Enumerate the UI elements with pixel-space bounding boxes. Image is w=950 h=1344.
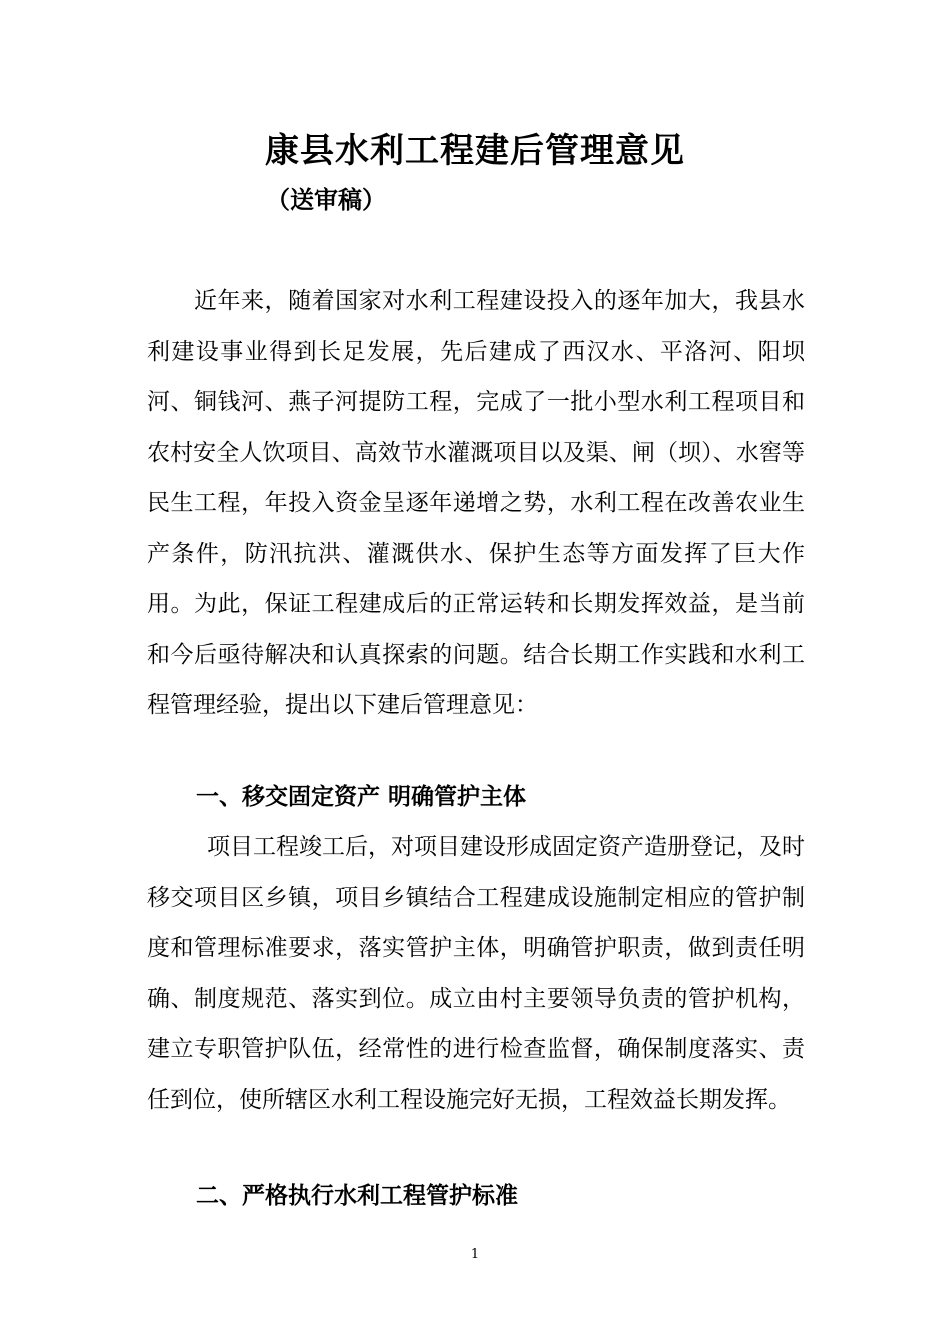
document-subtitle: （送审稿） [266,186,386,214]
intro-paragraph: 近年来，随着国家对水利工程建设投入的逐年加大，我县水利建设事业得到长足发展，先后建成了西汉水、平洛河、阳坝河、铜钱河、燕子河提防工程，完成了一批小型水利工程项目和农村安全人饮项目、高效节水灌溉项目以及渠、闸（坝）、水窖等民生工程，年投入资金呈逐年递增之势，水利工程在改善农业生产条件，防汛抗洪、灌溉供水、保护生态等方面发挥了巨大作用。为此，保证工程建成后的正常运转和长期发挥效益，是当前和今后亟待解决和认真探索的问题。结合长期工作实践和水利工程管理经验，提出以下建后管理意见： [147,288,805,718]
document-title: 康县水利工程建后管理意见 [265,131,685,171]
section-1-paragraph: 项目工程竣工后，对项目建设形成固定资产造册登记，及时移交项目区乡镇，项目乡镇结合工程建成设施制定相应的管护制度和管理标准要求，落实管护主体，明确管护职责，做到责任明确、制度规范、落实到位。成立由村主要领导负责的管护机构，建立专职管护队伍，经常性的进行检查监督，确保制度落实、责任到位，使所辖区水利工程设施完好无损，工程效益长期发挥。 [147,834,805,1113]
section-heading-2: 二、严格执行水利工程管护标准 [196,1183,518,1209]
section-heading-1: 一、移交固定资产 明确管护主体 [196,784,527,810]
page-number: 1 [470,1247,480,1262]
